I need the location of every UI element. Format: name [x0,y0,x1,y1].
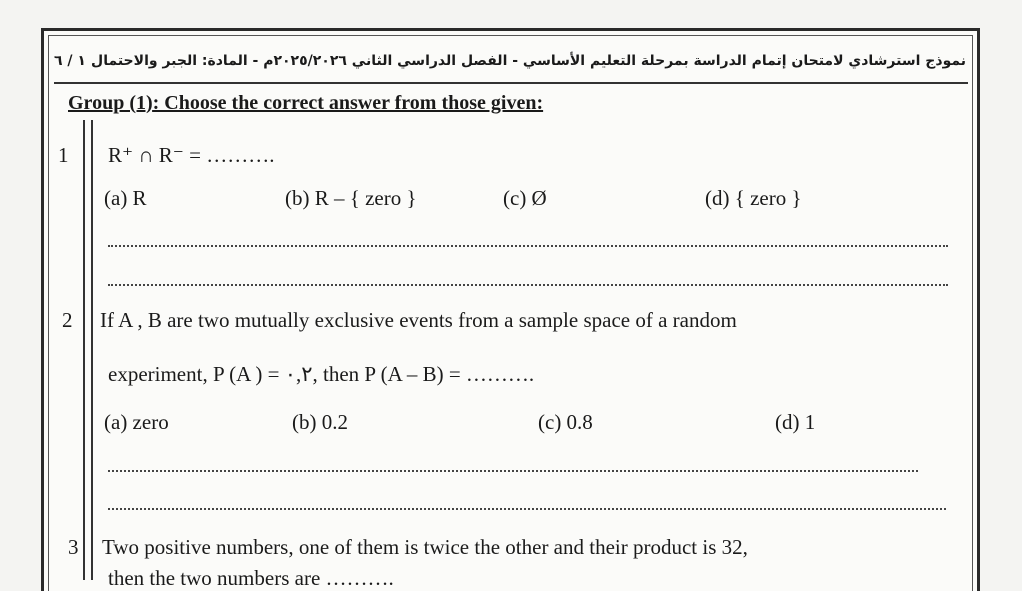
group-instruction: : Choose the correct answer from those given: [152,92,544,114]
answer-line [108,245,948,247]
question-2-option-c: (c) 0.8 [538,410,593,434]
question-1-option-b: (b) R – { zero } [285,186,417,210]
answer-line [108,284,948,286]
group-label: Group (1) [68,92,153,114]
question-2-number: 2 [62,308,73,332]
question-3-number: 3 [68,535,79,559]
question-1-stem: R⁺ ∩ R⁻ = ………. [108,143,275,167]
question-1-option-d: (d) { zero } [705,186,802,210]
page-number: ١ / ٦ [54,53,86,69]
answer-line [108,508,946,510]
answer-line [108,470,918,472]
margin-rule [83,120,85,580]
question-2-option-b: (b) 0.2 [292,410,348,434]
question-2-stem-line-2: experiment, P (A ) = ٠,٢, then P (A – B) = ………. [108,362,535,386]
question-1-option-c: (c) Ø [503,186,547,210]
header-divider [54,82,968,84]
question-1-option-a: (a) R [104,186,147,210]
exam-title: نموذج استرشادي لامتحان إتمام الدراسة بمرحلة التعليم الأساسي - الفصل الدراسي الثاني ٢٠٢٥/٢٠٢٦م - المادة: الجبر والاحتمال [91,53,966,69]
question-3-stem-line-1: Two positive numbers, one of them is twice the other and their product is 32, [102,535,748,559]
group-heading [68,92,543,115]
exam-header [54,46,966,76]
question-3-stem-line-2: then the two numbers are ………. [108,566,394,590]
margin-rule [91,120,93,580]
question-1-number: 1 [58,143,69,167]
question-2-option-d: (d) 1 [775,410,816,434]
question-2-option-a: (a) zero [104,410,169,434]
question-2-stem-line-1: If A , B are two mutually exclusive events from a sample space of a random [100,308,737,332]
